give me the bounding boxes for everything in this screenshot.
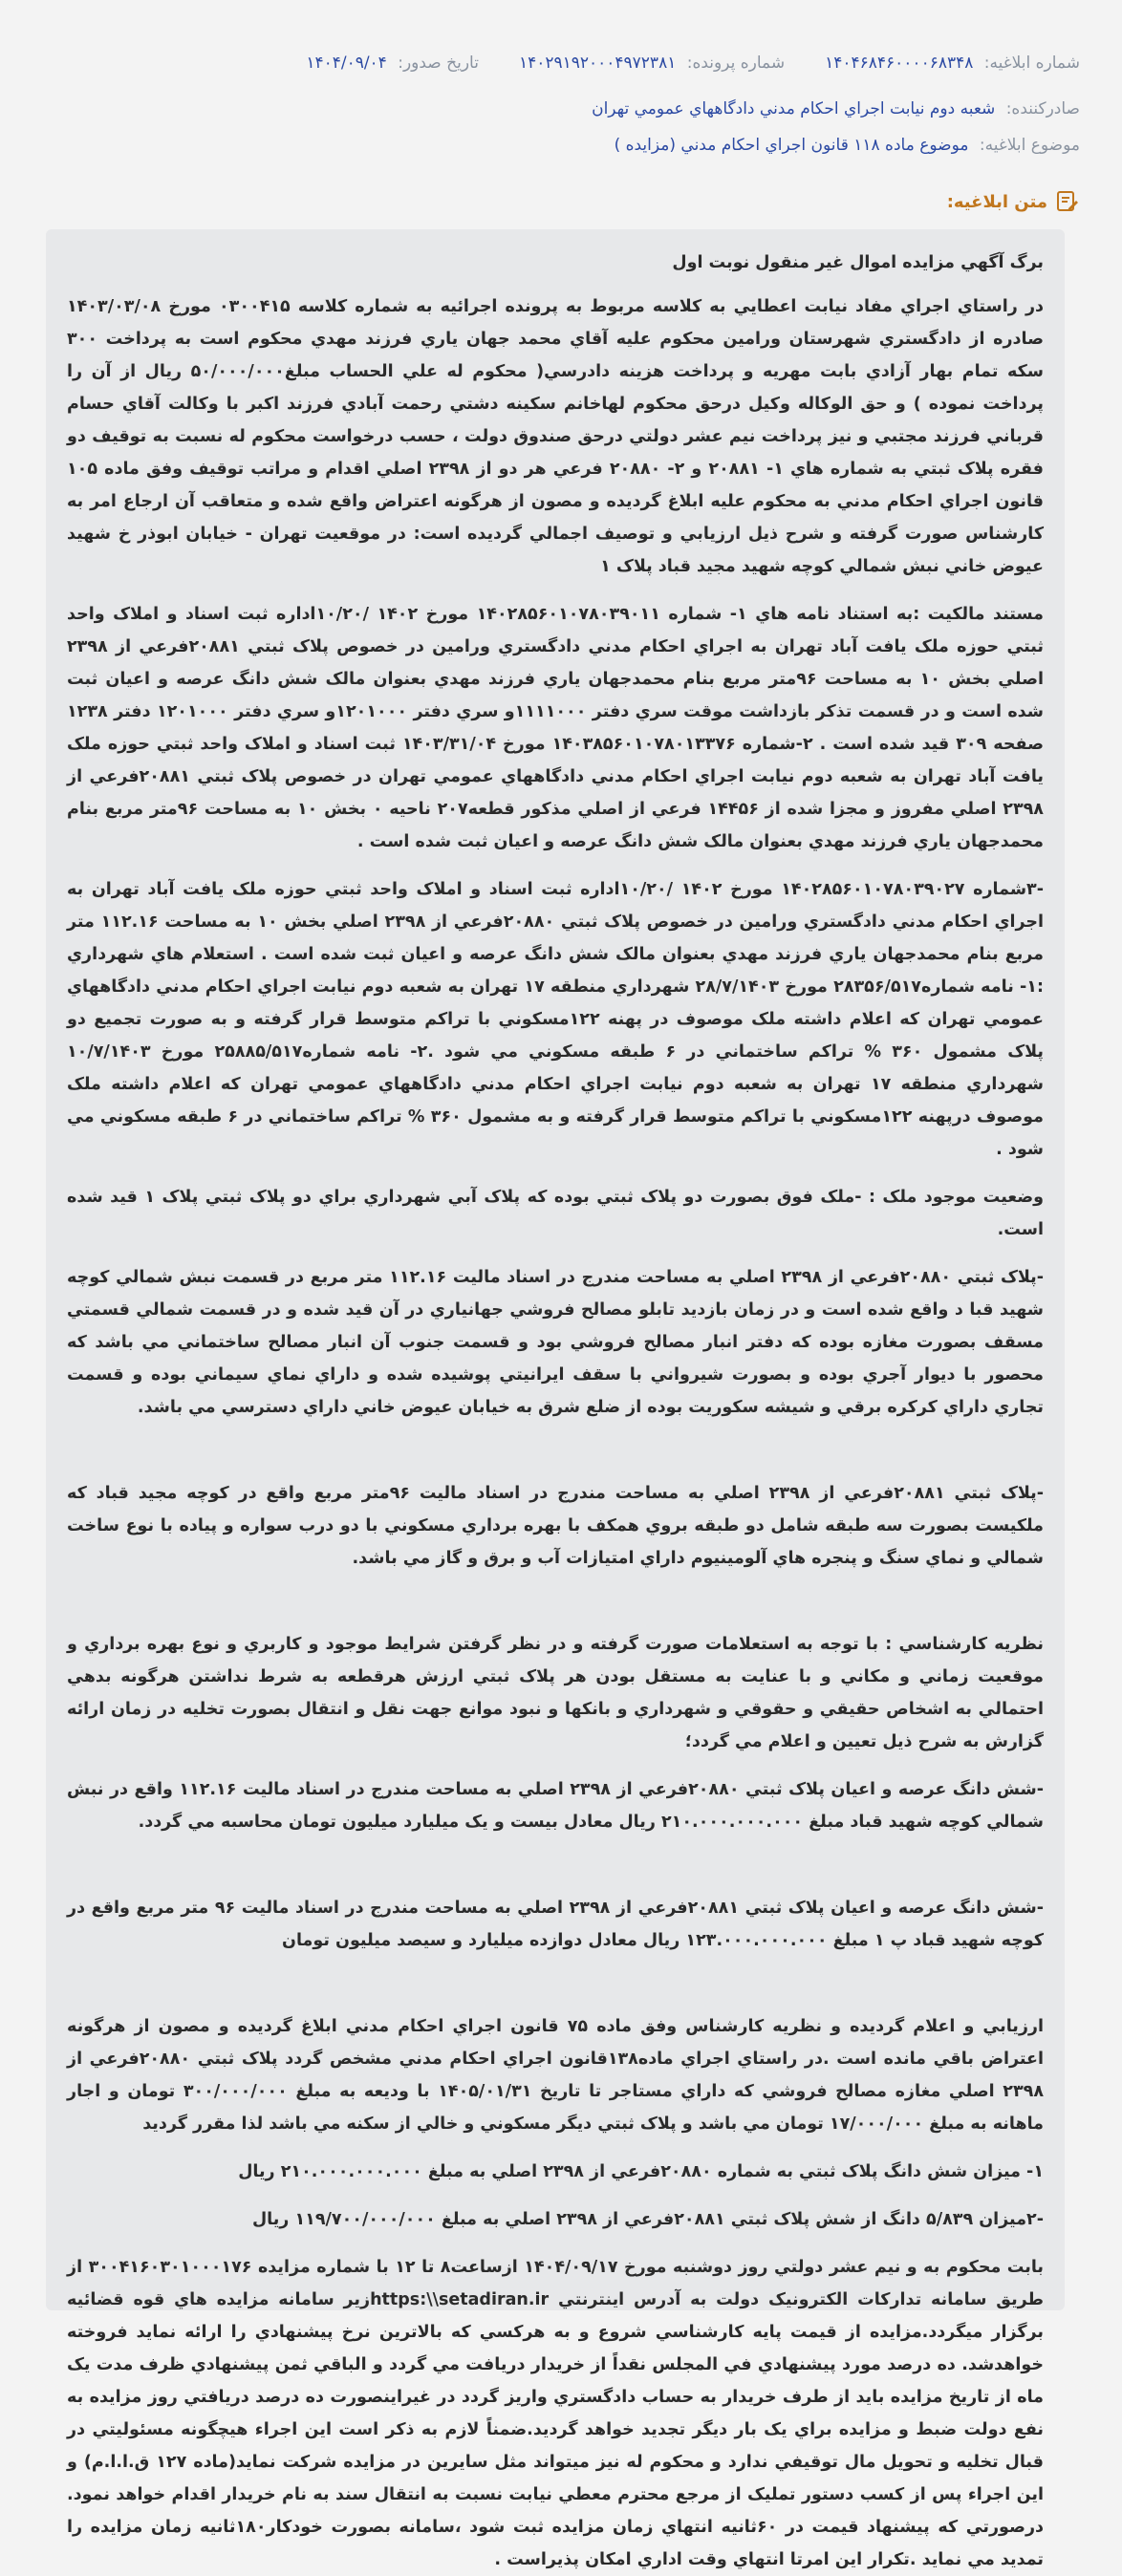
paragraph-plot-20881: -پلاک ثبتي ۲۰۸۸۱فرعي از ۲۳۹۸ اصلي به مساحت مندرج در اسناد ماليت ۹۶متر مربع واقع در کوچه مجيد قباد که ملکيست بصورت سه طبقه شامل دو طبقه بروي همکف با بهره برداري مسکوني با دو درب سواره و پياده با نوع ساخت شمالي و نماي سنگ و پنجره هاي آلومينيوم داراي امتيازات آب و برق و گاز مي باشد. [67, 1484, 1045, 1568]
subject-value: موضوع ماده ۱۱۸ قانون اجراي احکام مدني (مزايده ) [614, 136, 969, 155]
paragraph-intro: در راستاي اجراي مفاد نيابت اعطايي به کلاسه مربوط به پرونده اجرائيه به شماره کلاسه ۰۳۰۰۴۱۵ مورخ ۱۴۰۳/۰۳/۰۸ صادره از دادگستري شهرستان ورامين محکوم عليه آقاي محمد جهان ياري فرزند مهدي محکوم است به پرداخت ۳۰۰ سکه تمام بهار آزادي بابت مهريه و پرداخت هزينه دادرسي( محکوم له علي الحساب مبلغ۵۰/۰۰۰/۰۰۰ ريال از آن را پرداخت نموده ) و حق الوکاله وکيل درحق محکوم لهاخانم سکينه دشتي رحمت آبادي فرزند اکبر با وکالت آقاي حسام قرباني فرزند مجتبي و نيز پرداخت نيم عشر دولتي درحق صندوق دولت ، حسب درخواست محکوم له نسبت به توقيف دو فقره پلاک ثبتي به شماره هاي ۱- ۲۰۸۸۱ و ۲- ۲۰۸۸۰ فرعي هر دو از ۲۳۹۸ اصلي اقدام و مراتب توقيف وفق ماده ۱۰۵ قانون اجراي احکام مدني به محکوم عليه ابلاغ گرديده و مصون از هرگونه اعتراض واقع شده و متعاقب آن ارجاع امر به کارشناس صورت گرفته و شرح ذيل ارزيابي و توصيف اجمالي گرديده است: در موقعيت تهران - خيابان ابوذر خ شهيد عيوض خاني نبش شمالي کوچه شهيد مجيد قباد پلاک ۱ [67, 297, 1045, 576]
issuer-label: صادرکننده: [1005, 99, 1080, 118]
paragraph-plot-20880: -پلاک ثبتي ۲۰۸۸۰فرعي از ۲۳۹۸ اصلي به مساحت مندرج در اسناد ماليت ۱۱۲.۱۶ متر مربع در قسمت نبش شمالي کوچه شهيد قبا د واقع شده است و در زمان بازديد تابلو مصالح فروشي جهانياري در آن قيد شده و در قسمت شمالي قسمتي مسقف بصورت مغازه بوده که دفتر انبار مصالح فروشي بود و قسمت جنوب آن انبار مصالح ساختماني مي باشد که محصور با ديوار آجري بوده و بصورت شيرواني با سقف ايرانيتي پوشيده شده و داراي نماي سيماني بوده و قسمت تجاري داراي کرکره برقي و شيشه سکوريت بوده از ضلع شرق به خيابان عيوض خاني داراي دسترسي مي باشد. [67, 1268, 1044, 1417]
paragraph-expert-opinion: نظريه کارشناسي : با توجه به استعلامات صورت گرفته و در نظر گرفتن شرايط موجود و کاربري و نوع بهره برداري و موقعيت زماني و مکاني و با عنايت به مستقل بودن هر پلاک ثبتي ارزش هرقطعه به شرط نداشتن هرگونه بدهي احتمالي به اشخاص حقيقي و حقوقي و شهرداري و بانکها و نبود موانع جهت نقل و انتقال بصورت تخليه در زمان ارائه گزارش به شرح ذيل تعيين و اعلام مي گردد؛ [67, 1635, 1044, 1751]
paragraph-item-1: ۱- ميزان شش دانگ پلاک ثبتي به شماره ۲۰۸۸۰فرعي از ۲۳۹۸ اصلي به مبلغ ۲۱۰.۰۰۰.۰۰۰.۰۰۰ ريال [238, 2162, 1044, 2181]
body-title-label: متن ابلاغيه: [946, 191, 1047, 212]
case-number-label: شماره پرونده: [686, 54, 786, 73]
paragraph-valuation-20880: -شش دانگ عرصه و اعيان پلاک ثبتي ۲۰۸۸۰فرعي از ۲۳۹۸ اصلي به مساحت مندرج در اسناد ماليت ۱۱۲.۱۶ واقع در نبش شمالي کوچه شهيد قباد مبلغ ۲۱۰.۰۰۰.۰۰۰.۰۰۰ ريال معادل بيست و يک ميليارد ميليون تومان محاسبه مي گردد. [67, 1780, 1045, 1832]
notice-number-value: ۱۴۰۴۶۸۴۶۰۰۰۰۶۸۳۴۸ [825, 54, 974, 73]
notice-heading: برگ آگهي مزايده اموال غير منقول نوبت اول [672, 253, 1044, 272]
paragraph-status: وضعيت موجود ملک : -ملک فوق بصورت دو پلاک ثبتي بوده که پلاک آبي شهرداري براي دو پلاک ثبتي پلاک ۱ قيد شده است. [67, 1188, 1044, 1239]
notice-meta-row [306, 54, 1080, 73]
issue-date-label: تاريخ صدور: [398, 54, 479, 73]
paragraph-item-2: -۲ميزان ۵/۸۳۹ دانگ از شش پلاک ثبتي ۲۰۸۸۱فرعي از ۲۳۹۸ اصلي به مبلغ ۱۱۹/۷۰۰/۰۰۰/۰۰۰ ريال [251, 2210, 1044, 2229]
issuer-line [592, 99, 1080, 118]
paragraph-municipality: -۳شماره ۱۴۰۲۸۵۶۰۱۰۷۸۰۳۹۰۲۷ مورخ ۱۴۰۲ /۱۰/۲۰اداره ثبت اسناد و املاک واحد ثبتي حوزه ملک يافت آباد تهران به اجراي احکام مدني دادگستري ورامين در خصوص پلاک ثبتي ۲۰۸۸۰فرعي از ۲۳۹۸ اصلي بخش ۱۰ به مساحت ۱۱۲.۱۶ متر مربع بنام محمدجهان ياري فرزند مهدي بعنوان مالک شش دانگ عرصه و اعيان ثبت شده است . استعلام هاي شهرداري :۱- نامه شماره۲۸۳۵۶/۵۱۷ مورخ ۲۸/۷/۱۴۰۳ شهرداري منطقه ۱۷ تهران به شعبه دوم نيابت اجراي احکام مدني دادگاههاي عمومي تهران که اعلام داشته ملک موصوف در پهنه ۱۲۲مسکوني با تراکم متوسط قرار گرفته و به صورت تجميع دو پلاک مشمول ۳۶۰ % تراکم ساختماني در ۶ طبقه مسکوني مي شود .۲- نامه شماره۲۵۸۸۵/۵۱۷ مورخ ۱۰/۷/۱۴۰۳ شهرداري منطقه ۱۷ تهران به شعبه دوم نيابت اجراي احکام مدني دادگاههاي عمومي تهران که اعلام داشته ملک موصوف درپهنه ۱۲۲مسکوني با تراکم متوسط قرار گرفته و به مشمول ۳۶۰ % تراکم ساختماني در ۶ طبقه مسکوني مي شود . [67, 880, 1044, 1159]
case-number [519, 54, 785, 73]
case-number-value: ۱۴۰۲۹۱۹۲۰۰۰۴۹۷۲۳۸۱ [518, 54, 677, 73]
paragraph-decision: ارزيابي و اعلام گرديده و نظريه کارشناس وفق ماده ۷۵ قانون اجراي احکام مدني ابلاغ گرديده و مصون از هرگونه اعتراض باقي مانده است .در راستاي اجراي ماده۱۳۸قانون اجراي احکام مدني مشخص گردد پلاک ثبتي ۲۰۸۸۰فرعي از ۲۳۹۸ اصلي مغازه مصالح فروشي که داراي مستاجر تا تاريخ ۱۴۰۵/۰۱/۳۱ با وديعه به مبلغ ۳۰۰/۰۰۰/۰۰۰ تومان و اجار ماهانه به مبلغ ۱۷/۰۰۰/۰۰۰ تومان مي باشد و پلاک ثبتي ديگر مسکوني و خالي از سکنه مي باشد لذا مقرر گرديد [67, 2017, 1045, 2134]
notice-body [46, 229, 1065, 2569]
subject-label: موضوع ابلاغيه: [979, 136, 1080, 155]
paragraph-auction-terms: بابت محکوم به و نيم عشر دولتي روز دوشنبه مورخ ۱۴۰۴/۰۹/۱۷ ازساعت۸ تا ۱۲ با شماره مزايده ۳۰۰۴۱۶۰۳۰۱۰۰۰۱۷۶ از طريق سامانه تدارکات الکترونيک دولت به آدرس اينترنتي https:\\setadiran.irزير سامانه مزايده هاي قوه قضائيه برگزار ميگردد.مزايده از قيمت پايه کارشناسي شروع و به هرکسي که بالاترين نرخ پيشنهادي را ارائه نمايد فروخته خواهدشد. ده درصد مورد پيشنهادي في المجلس نقداً از خريدار دريافت مي گردد و الباقي ثمن پيشنهادي ظرف مدت يک ماه از تاريخ مزايده بايد از طرف خريدار به حساب دادگستري واريز گردد در غيراينصورت ده درصد دريافتي روز مزايده به نفع دولت ضبط و مزايده براي يک بار ديگر تجديد خواهد گرديد.ضمناً لازم به ذکر است اين اجراء هيچگونه مسئوليتي در قبال تخليه و تحويل مال توقيفي ندارد و محکوم له نيز ميتواند مثل سايرين در مزايده شرکت نمايد(ماده ۱۲۷ ق.ا.ا.م) و اين اجراء پس از کسب دستور تمليک از مرجع محترم معطي نيابت نسبت به انتقال سند به نام خريدار اقدام خواهد نمود. درصورتي که پيشنهاد قيمت در ۶۰ثانيه انتهاي زمان مزايده ثبت شود ،سامانه بصورت خودکار۱۸۰ثانيه زمان مزايده را تمديد مي نمايد .تکرار اين امرتا انتهاي وقت اداري امکان پذيراست . [67, 2258, 1045, 2569]
subject-line [615, 136, 1080, 155]
issue-date [306, 54, 479, 73]
issue-date-value: ۱۴۰۴/۰۹/۰۴ [306, 54, 387, 73]
document-edit-icon [1055, 189, 1080, 214]
paragraph-ownership: مستند مالکيت :به استناد نامه هاي ۱- شماره ۱۴۰۲۸۵۶۰۱۰۷۸۰۳۹۰۱۱ مورخ ۱۴۰۲ /۱۰/۲۰اداره ثبت اسناد و املاک واحد ثبتي حوزه ملک يافت آباد تهران به اجراي احکام مدني دادگستري ورامين در خصوص پلاک ثبتي ۲۰۸۸۱فرعي از ۲۳۹۸ اصلي بخش ۱۰ به مساحت ۹۶متر مربع بنام محمدجهان ياري فرزند مهدي بعنوان مالک شش دانگ عرصه و اعيان ثبت شده است و در قسمت تذکر بازداشت موقت سري دفتر ۱۱۱۱۰۰۰و سري دفتر ۱۲۰۱۰۰۰و سري دفتر ۱۲۰۱۰۰۰ دفتر ۱۲۳۸ صفحه ۳۰۹ قيد شده است . ۲-شماره ۱۴۰۳۸۵۶۰۱۰۷۸۰۱۳۳۷۶ مورخ ۱۴۰۳/۳۱/۰۴ ثبت اسناد و املاک واحد ثبتي حوزه ملک يافت آباد تهران به شعبه دوم نيابت اجراي احکام مدني دادگاههاي عمومي تهران در خصوص پلاک ثبتي ۲۰۸۸۱فرعي از ۲۳۹۸ اصلي مفروز و مجزا شده از ۱۴۴۵۶ فرعي از اصلي مذکور قطعه۲۰۷ ناحيه ۰ بخش ۱۰ به مساحت ۹۶متر مربع بنام محمدجهان ياري فرزند مهدي بعنوان مالک شش دانگ عرصه و اعيان ثبت شده است . [67, 605, 1045, 851]
notice-number-label: شماره ابلاغيه: [983, 54, 1080, 73]
issuer-value: شعبه دوم نيابت اجراي احکام مدني دادگاههاي عمومي تهران [592, 99, 996, 118]
body-title [947, 189, 1080, 214]
notice-number [825, 54, 1080, 73]
paragraph-valuation-20881: -شش دانگ عرصه و اعيان پلاک ثبتي ۲۰۸۸۱فرعي از ۲۳۹۸ اصلي به مساحت مندرج در اسناد ماليت ۹۶ متر مربع واقع در کوچه شهيد قباد پ ۱ مبلغ ۱۲۳.۰۰۰.۰۰۰.۰۰۰ ريال معادل دوازده ميليارد و سيصد ميليون تومان [67, 1899, 1045, 1950]
